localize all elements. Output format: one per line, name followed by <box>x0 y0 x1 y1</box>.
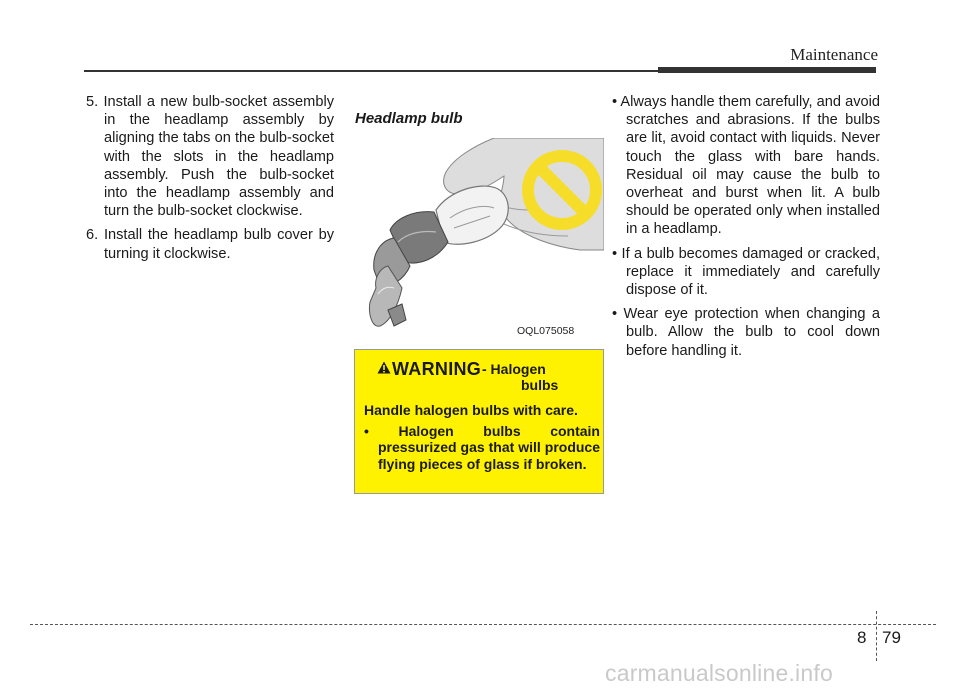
precaution-item: • Always handle them carefully, and avoid scratches and abrasions. If the bulbs are lit, avoid contact with liquids. Never touch the glass with bare hands. Residual oil may cause the bulb to overheat and burst when lit. A bulb should be operated only when installed in a headlamp. <box>612 94 880 238</box>
header-rule <box>84 70 660 72</box>
footer-divider <box>876 611 877 661</box>
precaution-item: • If a bulb becomes damaged or cracked, replace it immediately and carefully dispose of it. <box>612 245 880 299</box>
figure-code: OQL075058 <box>517 325 575 337</box>
headlamp-bulb-illustration <box>354 138 604 343</box>
section-title: Maintenance <box>790 45 878 64</box>
warning-bullet: • Halogen bulbs contain pressurized gas that will produce flying pieces of glass if broken. <box>364 423 600 472</box>
page-number: 79 <box>882 628 901 647</box>
watermark: carmanualsonline.info <box>605 660 833 686</box>
figure-heading: Headlamp bulb <box>355 110 463 127</box>
warning-subject-line2: bulbs <box>521 377 559 393</box>
warning-triangle-icon <box>377 361 391 374</box>
precaution-item: • Wear eye protection when changing a bulb. Allow the bulb to cool down before handling it. <box>612 306 880 359</box>
instructions-column <box>86 93 334 269</box>
warning-intro: Handle halogen bulbs with care. <box>364 402 578 418</box>
header-rule-accent <box>658 67 876 73</box>
footer-rule <box>30 624 936 625</box>
warning-subject-line1: - Halogen <box>482 361 546 377</box>
warning-box <box>354 349 604 494</box>
step-5: 5. Install a new bulb-socket assembly in the headlamp assembly by aligning the tabs on the bulb-socket with the slots in the headlamp assembly. Push the bulb-socket into the headlamp assembly and turn the bulb-socket clockwise. <box>86 94 334 220</box>
warning-body <box>364 402 600 477</box>
step-6: 6. Install the headlamp bulb cover by turning it clockwise. <box>86 227 334 262</box>
precautions-column <box>612 93 880 366</box>
warning-label: WARNING <box>392 359 482 379</box>
warning-subject <box>482 361 578 393</box>
section-number: 8 <box>857 628 867 647</box>
